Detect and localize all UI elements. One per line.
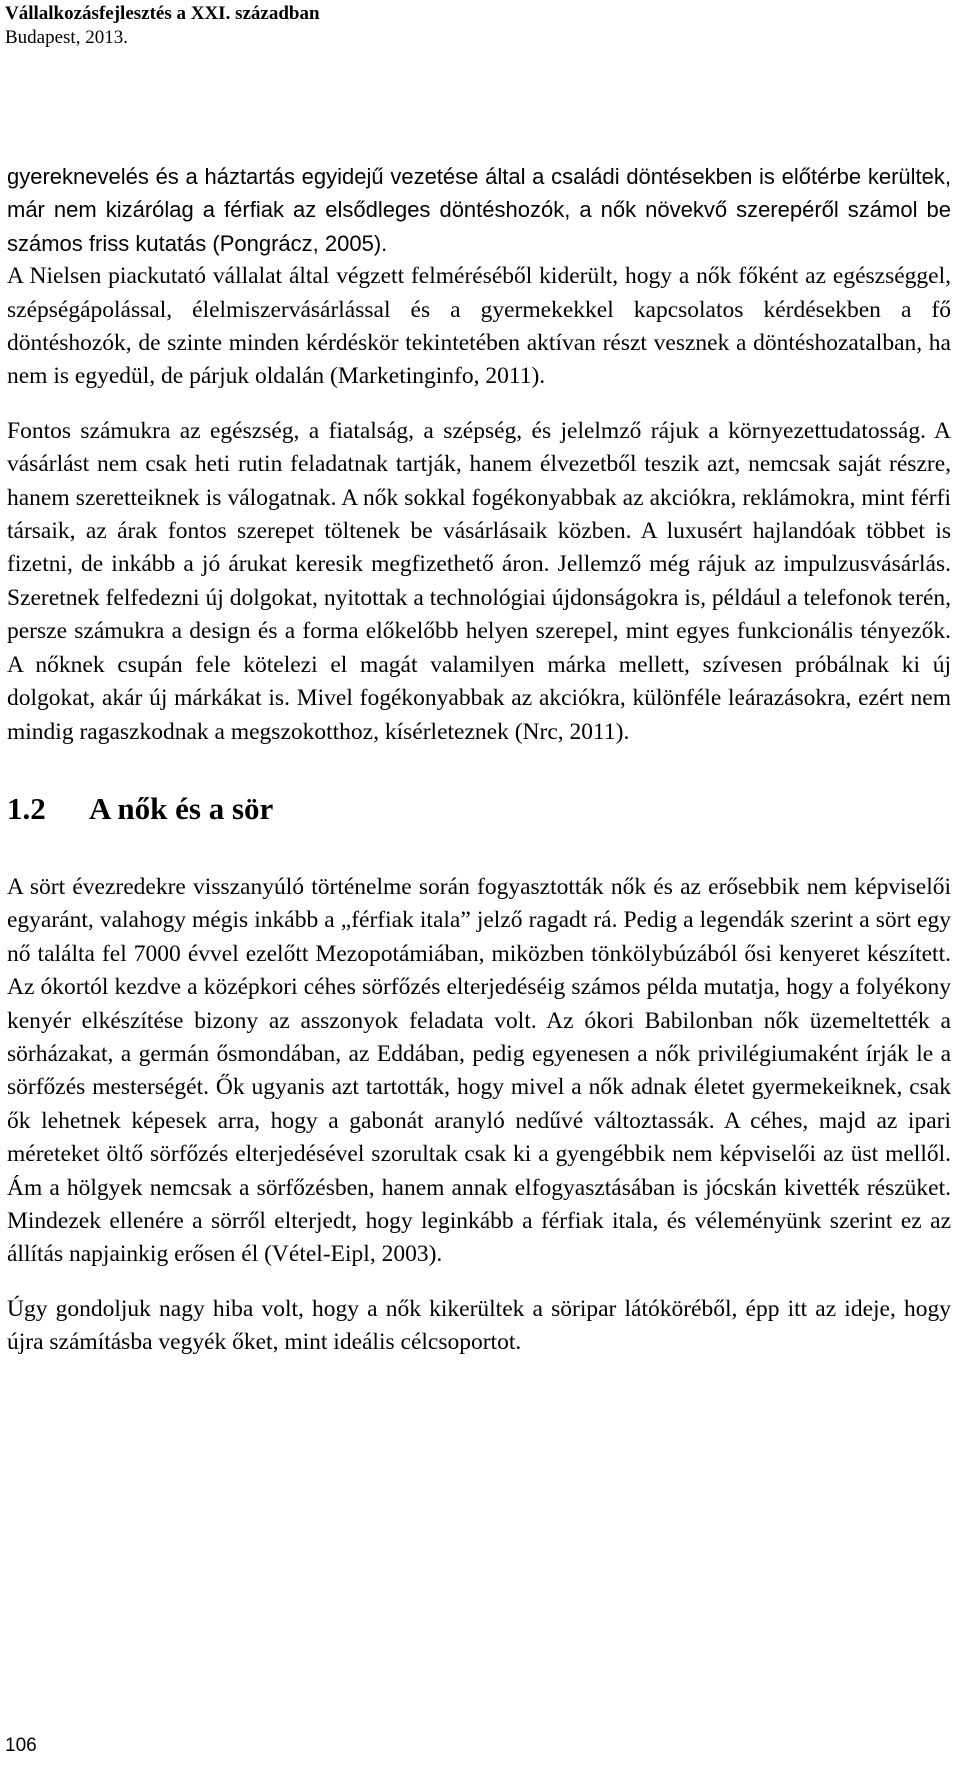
section-title: A nők és a sör: [89, 790, 274, 826]
running-header: [5, 2, 320, 50]
body-paragraph: A Nielsen piackutató vállalat által végzett felméréséből kiderült, hogy a nők főként az egészséggel, szépségápolással, élelmiszervásárlással és a gyermekekkel kapcsolatos kérdésekben a fő döntéshozók, de szinte minden kérdéskör tekintetében aktívan részt vesznek a döntéshozatalban, ha nem is egyedül, de párjuk oldalán (Marketinginfo, 2011).: [7, 263, 951, 390]
body-paragraph: Fontos számukra az egészség, a fiatalság, a szépség, és jelelmző rájuk a környezettudatosság. A vásárlást nem csak heti rutin feladatnak tartják, hanem élvezetből teszik azt, nemcsak saját részre, hanem szeretteiknek is válogatnak. A nők sokkal fogékonyabbak az akciókra, reklámokra, mint férfi társaik, az árak fontos szerepet töltenek be vásárlásaik közben. A luxusért hajlandóak többet is fizetni, de inkább a jó árukat keresik megfizethető áron. Jellemző még rájuk az impulzusvásárlás. Szeretnek felfedezni új dolgokat, nyitottak a technológiai újdonságokra is, például a telefonok terén, persze számukra a design és a forma előkelőbb helyen szerepel, mint egyes funkcionális tényezők. A nőknek csupán fele kötelezi el magát valamilyen márka mellett, szívesen próbálnak ki új dolgokat, akár új márkákat is. Mivel fogékonyabbak az akciókra, különféle leárazásokra, ezért nem mindig ragaszkodnak a megszokotthoz, kísérleteznek (Nrc, 2011).: [7, 417, 951, 745]
journal-place-date: Budapest, 2013.: [5, 27, 128, 48]
page-number: 106: [5, 1735, 37, 1756]
body-paragraph: A sört évezredekre visszanyúló történelme során fogyasztották nők és az erősebbik nem képviselői egyaránt, valahogy mégis inkább a „férfiak itala” jelző ragadt rá. Pedig a legendák szerint a sört egy nő találta fel 7000 évvel ezelőtt Mezopotámiában, miközben tönkölybúzából ősi kenyeret készített. Az ókortól kezdve a középkori céhes sörfőzés elterjedéséig számos példa mutatja, hogy a folyékony kenyér elkészítése bizony az asszonyok feladata volt. Az ókori Babilonban nők üzemeltették a sörházakat, a germán ősmondában, az Eddában, pedig egyenesen a nők privilégiumaként írják le a sörfőzés mesterségét. Ők ugyanis azt tartották, hogy mivel a nők adnak életet gyermekeiknek, csak ők lehetnek képesek arra, hogy a gabonát aranyló nedűvé változtassák. A céhes, majd az ipari méreteket öltő sörfőzés elterjedésével szorultak csak ki a gyengébbik nem képviselői az üst mellől. Ám a hölgyek nemcsak a sörfőzésben, hanem annak elfogyasztásában is jócskán kivették részüket. Mindezek ellenére a sörről elterjedt, hogy leginkább a férfiak itala, és véleményünk szerint ez az állítás napjainkig erősen él (Vétel-Eipl, 2003).: [7, 873, 951, 1268]
section-heading: [7, 789, 951, 829]
body-paragraph: gyereknevelés és a háztartás egyidejű vezetése által a családi döntésekben is előtérbe kerültek, már nem kizárólag a férfiak az elsődleges döntéshozók, a nők növekvő szerepéről számol be számos friss kutatás (Pongrácz, 2005).: [7, 164, 951, 256]
section-number: 1.2: [7, 790, 46, 826]
page-body: [7, 160, 951, 1381]
body-paragraph: Úgy gondoljuk nagy hiba volt, hogy a nők kikerültek a söripar látóköréből, épp itt az ideje, hogy újra számításba vegyék őket, mint ideális célcsoportot.: [7, 1295, 951, 1356]
journal-title: Vállalkozásfejlesztés a XXI. században: [5, 3, 320, 24]
